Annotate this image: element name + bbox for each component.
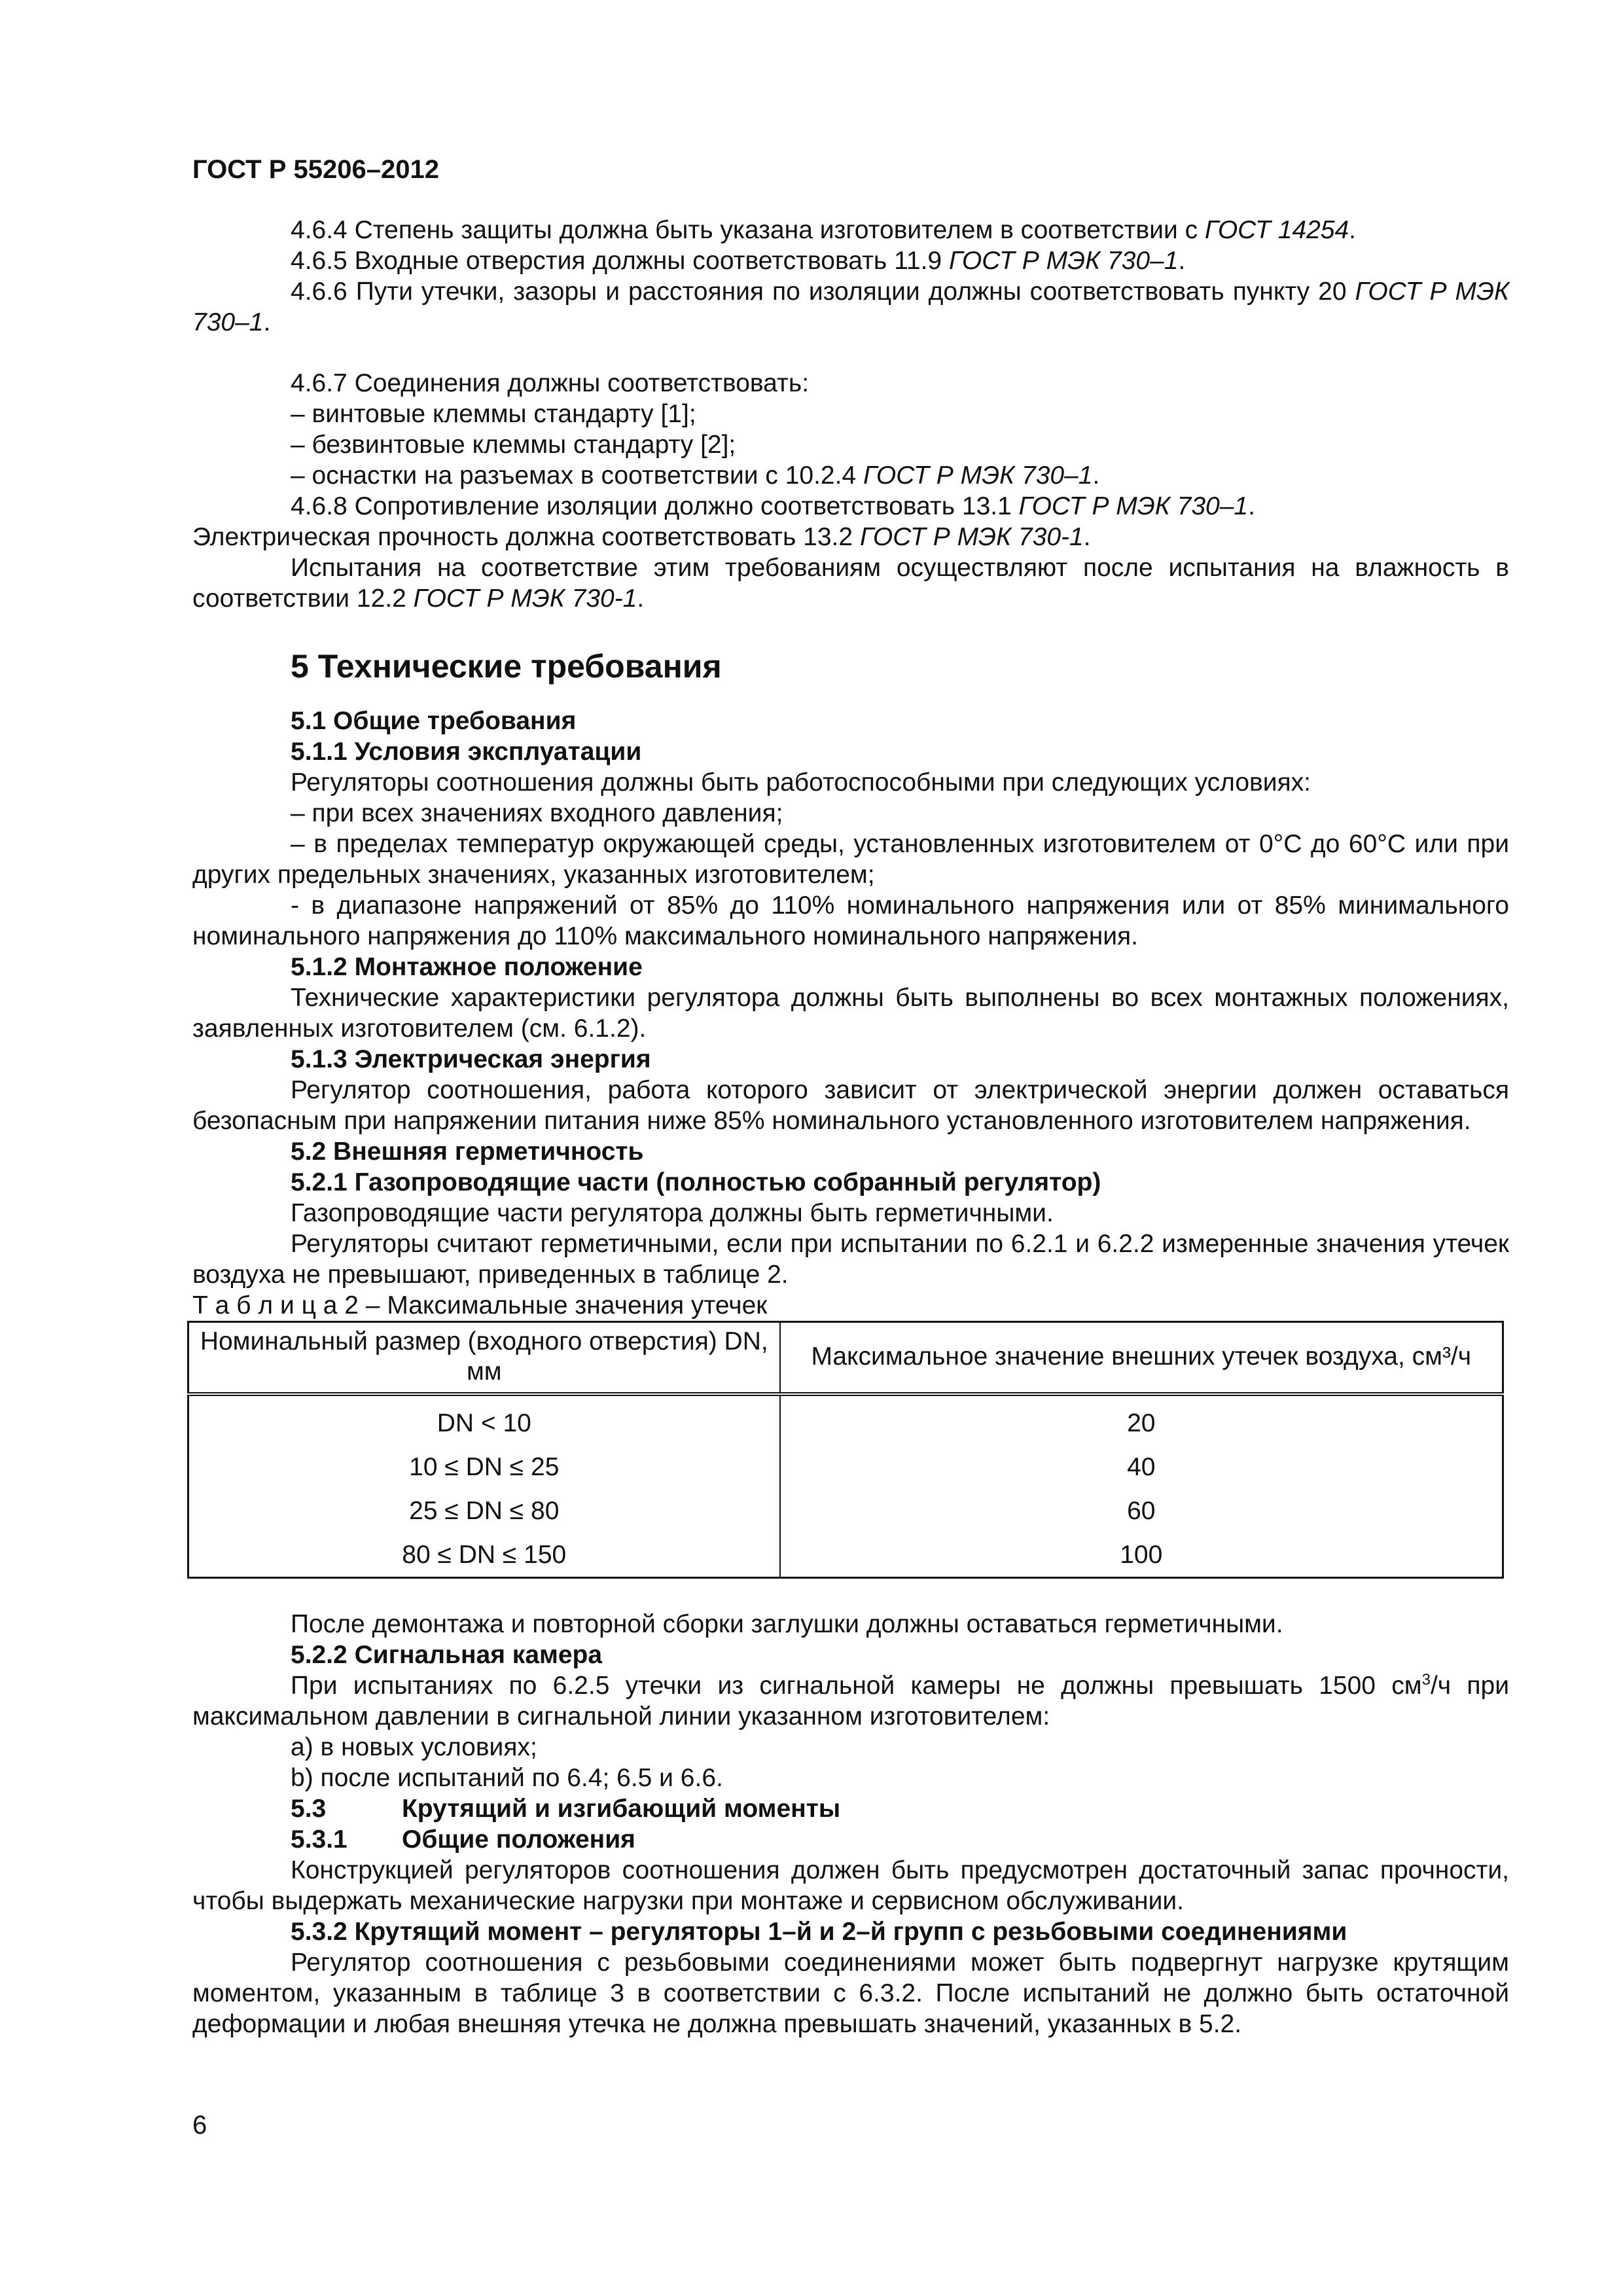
list-item: – винтовые клеммы стандарту [1]; <box>291 400 696 428</box>
paragraph: Газопроводящие части регулятора должны быть герметичными. <box>291 1199 1054 1227</box>
table-cell: 25 ≤ DN ≤ 80 <box>188 1489 780 1533</box>
paragraph: Технические характеристики регулятора должны быть выполнены во всех монтажных положениях, заявленных изготовителем (см. 6.1.2). <box>192 984 1509 1043</box>
page-content <box>192 215 1509 2039</box>
paragraph-4-6-5: 4.6.5 Входные отверстия должны соответствовать 11.9 ГОСТ Р МЭК 730–1. <box>291 247 1186 275</box>
standard-reference: ГОСТ Р МЭК 730–1 <box>1018 492 1249 520</box>
table-cell: 20 <box>780 1394 1503 1445</box>
spacer <box>192 1579 1509 1609</box>
document-id-header: ГОСТ Р 55206–2012 <box>192 155 439 184</box>
paragraph-electric-strength: Электрическая прочность должна соответствовать 13.2 ГОСТ Р МЭК 730-1. <box>192 523 1091 551</box>
paragraph-4-6-4: 4.6.4 Степень защиты должна быть указана изготовителем в соответствии с ГОСТ 14254. <box>291 216 1356 244</box>
list-item: – в пределах температур окружающей среды, установленных изготовителем от 0°С до 60°С или при других предельных значениях, указанных изготовителем; <box>192 830 1509 889</box>
table-cell: 100 <box>780 1533 1503 1578</box>
table-row <box>188 1489 1503 1533</box>
table-row <box>188 1533 1503 1578</box>
table-cell: 40 <box>780 1445 1503 1489</box>
table-cell: 10 ≤ DN ≤ 25 <box>188 1445 780 1489</box>
standard-reference: ГОСТ Р МЭК 730–1 <box>948 247 1179 275</box>
standard-reference: ГОСТ Р МЭК 730-1 <box>413 584 637 613</box>
table-header-cell: Номинальный размер (входного отверстия) DN, мм <box>188 1322 780 1395</box>
table-header-cell: Максимальное значение внешних утечек воздуха, см³/ч <box>780 1322 1503 1395</box>
subsection-heading-5-3 <box>291 1793 1509 1824</box>
page-number: 6 <box>192 2111 207 2140</box>
subsection-heading-5-1-3: 5.1.3 Электрическая энергия <box>291 1045 651 1073</box>
subsection-heading-5-1-1: 5.1.1 Условия эксплуатации <box>291 738 642 766</box>
paragraph: Регуляторы считают герметичными, если при испытании по 6.2.1 и 6.2.2 измеренные значения утечек воздуха не превышают, приведенных в таблице 2. <box>192 1230 1509 1289</box>
table-cell: DN < 10 <box>188 1394 780 1445</box>
leakage-table <box>187 1321 1504 1579</box>
table-row <box>188 1445 1503 1489</box>
list-item: - в диапазоне напряжений от 85% до 110% номинального напряжения или от 85% минимального номинального напряжения до 110% максимального номинального напряжения. <box>192 891 1509 950</box>
paragraph: После демонтажа и повторной сборки заглушки должны оставаться герметичными. <box>291 1610 1283 1638</box>
heading-number: 5.3 <box>291 1795 327 1823</box>
standard-reference: ГОСТ Р МЭК 730–1 <box>863 461 1093 490</box>
list-item: – безвинтовые клеммы стандарту [2]; <box>291 431 736 459</box>
subsection-heading-5-2-2: 5.2.2 Сигнальная камера <box>291 1641 603 1669</box>
paragraph: При испытаниях по 6.2.5 утечки из сигнальной камеры не должны превышать 1500 $см^3/ч$ при максимальном давлении в сигнальной линии указанном изготовителем: <box>192 1671 1509 1731</box>
list-item: – при всех значениях входного давления; <box>291 799 783 827</box>
table-cell: 60 <box>780 1489 1503 1533</box>
section-title: 5 Технические требования <box>291 648 722 685</box>
paragraph: Регулятор соотношения, работа которого зависит от электрической энергии должен оставаться безопасным при напряжении питания ниже 85% номинального установленного изготовителем напряжения. <box>192 1076 1509 1135</box>
table-caption: Т а б л и ц а 2 – Максимальные значения утечек <box>192 1291 768 1319</box>
heading-number: 5.3.1 <box>291 1825 348 1854</box>
standard-reference: ГОСТ 14254 <box>1204 216 1349 244</box>
table-cell: 80 ≤ DN ≤ 150 <box>188 1533 780 1578</box>
subsection-heading-5-3-1 <box>291 1824 1509 1855</box>
table-header-row <box>188 1322 1503 1395</box>
paragraph-4-6-7: 4.6.7 Соединения должны соответствовать: <box>291 369 810 397</box>
paragraph: Регуляторы соотношения должны быть работоспособными при следующих условиях: <box>291 768 1311 797</box>
subsection-heading-5-1-2: 5.1.2 Монтажное положение <box>291 953 643 981</box>
subsection-heading-5-3-2: 5.3.2 Крутящий момент – регуляторы 1–й и 2–й групп с резьбовыми соединениями <box>291 1918 1347 1946</box>
subsection-heading-5-2: 5.2 Внешняя герметичность <box>291 1138 644 1166</box>
list-item: b) после испытаний по 6.4; 6.5 и 6.6. <box>291 1764 723 1792</box>
list-item: – оснастки на разъемах в соответствии с 10.2.4 ГОСТ Р МЭК 730–1. <box>291 461 1100 490</box>
paragraph-humidity-test: Испытания на соответствие этим требованиям осуществляют после испытания на влажность в соответствии 12.2 ГОСТ Р МЭК 730-1. <box>192 554 1509 613</box>
standard-reference: ГОСТ Р МЭК 730-1 <box>859 523 1084 551</box>
heading-text: Общие положения <box>402 1825 635 1854</box>
subsection-heading-5-1: 5.1 Общие требования <box>291 707 577 735</box>
heading-text: Крутящий и изгибающий моменты <box>402 1795 841 1823</box>
paragraph: Регулятор соотношения с резьбовыми соединениями может быть подвергнут нагрузке крутящим моментом, указанным в таблице 3 в соответствии с 6.3.2. После испытаний не должно быть остаточной деформации и любая внешняя утечка не должна превышать значений, указанных в 5.2. <box>192 1948 1509 2038</box>
subsection-heading-5-2-1: 5.2.1 Газопроводящие части (полностью собранный регулятор) <box>291 1168 1101 1196</box>
list-item: a) в новых условиях; <box>291 1733 537 1761</box>
superscript: 3 <box>1421 1671 1431 1689</box>
paragraph-4-6-8: 4.6.8 Сопротивление изоляции должно соответствовать 13.1 ГОСТ Р МЭК 730–1. <box>291 492 1255 520</box>
table-row <box>188 1394 1503 1445</box>
standard-reference: ГОСТ Р МЭК 730–1 <box>192 278 1509 336</box>
paragraph: Конструкцией регуляторов соотношения должен быть предусмотрен достаточный запас прочности, чтобы выдержать механические нагрузки при монтаже и сервисном обслуживании. <box>192 1856 1509 1915</box>
spacer <box>192 338 1509 368</box>
paragraph-4-6-6: 4.6.6 Пути утечки, зазоры и расстояния по изоляции должны соответствовать пункту 20 ГОСТ Р МЭК 730–1. <box>192 278 1509 336</box>
